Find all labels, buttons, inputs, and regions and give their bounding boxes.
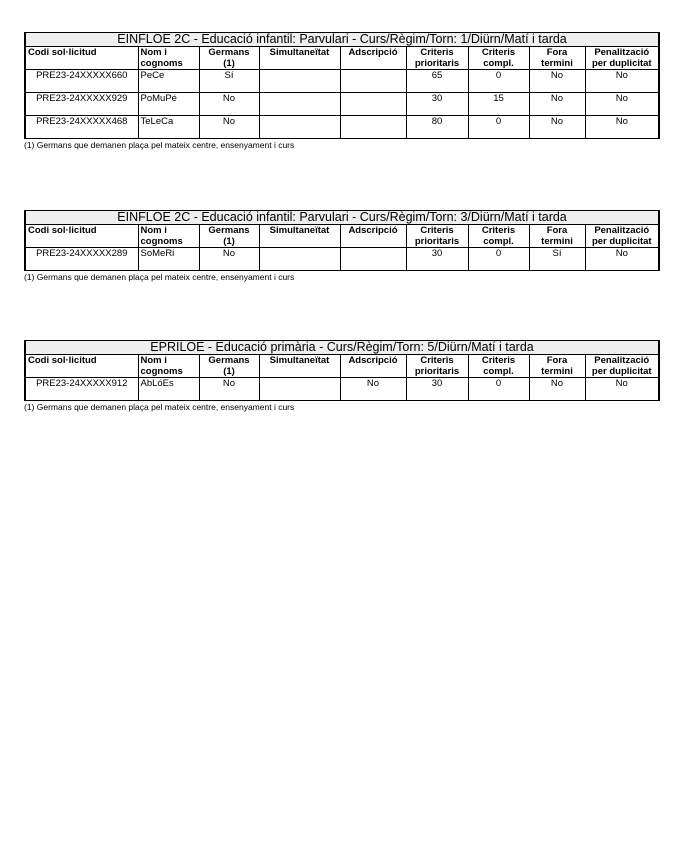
table-title: EINFLOE 2C - Educació infantil: Parvulari - Curs/Règim/Torn: 1/Diürn/Matí i tarda: [25, 33, 659, 47]
column-header-request-code: Codi sol·licitud: [25, 225, 138, 248]
column-header-simultaneity: Simultaneïtat: [259, 47, 340, 70]
cell-siblings: No: [199, 378, 259, 401]
column-header-late: Fora termini: [529, 47, 585, 70]
cell-request-code: PRE23-24XXXXX289: [25, 248, 138, 271]
column-header-late: Fora termini: [529, 355, 585, 378]
column-header-name: Nom i cognoms: [138, 225, 199, 248]
footnote: (1) Germans que demanen plaça pel mateix centre, ensenyament i curs: [24, 272, 295, 282]
column-header-late: Fora termini: [529, 225, 585, 248]
admission-list-1: [24, 32, 658, 150]
cell-simultaneity: [259, 116, 340, 139]
cell-simultaneity: [259, 248, 340, 271]
column-header-complementary-criteria: Criteris compl.: [468, 47, 529, 70]
column-header-complementary-criteria: Criteris compl.: [468, 225, 529, 248]
cell-siblings: Sí: [199, 70, 259, 93]
cell-priority-criteria: 80: [406, 116, 468, 139]
cell-complementary-criteria: 0: [468, 248, 529, 271]
column-header-priority-criteria: Criteris prioritaris: [406, 225, 468, 248]
cell-name: PeCe: [138, 70, 199, 93]
cell-simultaneity: [259, 93, 340, 116]
admission-list-2: [24, 210, 658, 282]
column-header-siblings: Germans (1): [199, 225, 259, 248]
cell-name: PoMuPé: [138, 93, 199, 116]
cell-duplicate-penalty: No: [585, 70, 659, 93]
cell-late: No: [529, 116, 585, 139]
column-header-assignment: Adscripció: [340, 355, 406, 378]
cell-name: SoMeRi: [138, 248, 199, 271]
cell-complementary-criteria: 15: [468, 93, 529, 116]
admission-table: [24, 340, 660, 401]
cell-siblings: No: [199, 248, 259, 271]
footnote: (1) Germans que demanen plaça pel mateix centre, ensenyament i curs: [24, 402, 295, 412]
column-header-name: Nom i cognoms: [138, 47, 199, 70]
column-header-assignment: Adscripció: [340, 47, 406, 70]
cell-late: No: [529, 70, 585, 93]
cell-priority-criteria: 30: [406, 378, 468, 401]
footnote: (1) Germans que demanen plaça pel mateix centre, ensenyament i curs: [24, 140, 295, 150]
cell-request-code: PRE23-24XXXXX929: [25, 93, 138, 116]
column-header-siblings: Germans (1): [199, 355, 259, 378]
cell-request-code: PRE23-24XXXXX468: [25, 116, 138, 139]
cell-complementary-criteria: 0: [468, 378, 529, 401]
cell-siblings: No: [199, 93, 259, 116]
cell-late: No: [529, 93, 585, 116]
cell-duplicate-penalty: No: [585, 116, 659, 139]
column-header-duplicate-penalty: Penalització per duplicitat: [585, 47, 659, 70]
cell-simultaneity: [259, 378, 340, 401]
column-header-priority-criteria: Criteris prioritaris: [406, 355, 468, 378]
cell-priority-criteria: 30: [406, 93, 468, 116]
cell-priority-criteria: 30: [406, 248, 468, 271]
column-header-duplicate-penalty: Penalització per duplicitat: [585, 355, 659, 378]
cell-duplicate-penalty: No: [585, 378, 659, 401]
cell-complementary-criteria: 0: [468, 116, 529, 139]
cell-late: Sí: [529, 248, 585, 271]
admission-table: [24, 210, 660, 271]
table-title: EPRILOE - Educació primària - Curs/Règim/Torn: 5/Diürn/Matí i tarda: [25, 341, 659, 355]
cell-assignment: [340, 70, 406, 93]
header-row: [25, 225, 659, 248]
cell-late: No: [529, 378, 585, 401]
cell-request-code: PRE23-24XXXXX912: [25, 378, 138, 401]
header-row: [25, 355, 659, 378]
cell-siblings: No: [199, 116, 259, 139]
cell-assignment: [340, 248, 406, 271]
table-row: [25, 70, 659, 93]
column-header-priority-criteria: Criteris prioritaris: [406, 47, 468, 70]
cell-name: TeLeCa: [138, 116, 199, 139]
cell-request-code: PRE23-24XXXXX660: [25, 70, 138, 93]
header-row: [25, 47, 659, 70]
column-header-request-code: Codi sol·licitud: [25, 47, 138, 70]
cell-simultaneity: [259, 70, 340, 93]
cell-name: AbLóEs: [138, 378, 199, 401]
table-row: [25, 248, 659, 271]
cell-assignment: [340, 93, 406, 116]
cell-duplicate-penalty: No: [585, 93, 659, 116]
column-header-simultaneity: Simultaneïtat: [259, 355, 340, 378]
admission-table: [24, 32, 660, 139]
column-header-name: Nom i cognoms: [138, 355, 199, 378]
table-title: EINFLOE 2C - Educació infantil: Parvulari - Curs/Règim/Torn: 3/Diürn/Matí i tarda: [25, 211, 659, 225]
column-header-request-code: Codi sol·licitud: [25, 355, 138, 378]
cell-priority-criteria: 65: [406, 70, 468, 93]
table-row: [25, 116, 659, 139]
admission-list-3: [24, 340, 658, 412]
table-row: [25, 378, 659, 401]
column-header-siblings: Germans (1): [199, 47, 259, 70]
column-header-duplicate-penalty: Penalització per duplicitat: [585, 225, 659, 248]
cell-assignment: [340, 116, 406, 139]
cell-assignment: No: [340, 378, 406, 401]
cell-complementary-criteria: 0: [468, 70, 529, 93]
table-row: [25, 93, 659, 116]
column-header-simultaneity: Simultaneïtat: [259, 225, 340, 248]
column-header-complementary-criteria: Criteris compl.: [468, 355, 529, 378]
cell-duplicate-penalty: No: [585, 248, 659, 271]
column-header-assignment: Adscripció: [340, 225, 406, 248]
